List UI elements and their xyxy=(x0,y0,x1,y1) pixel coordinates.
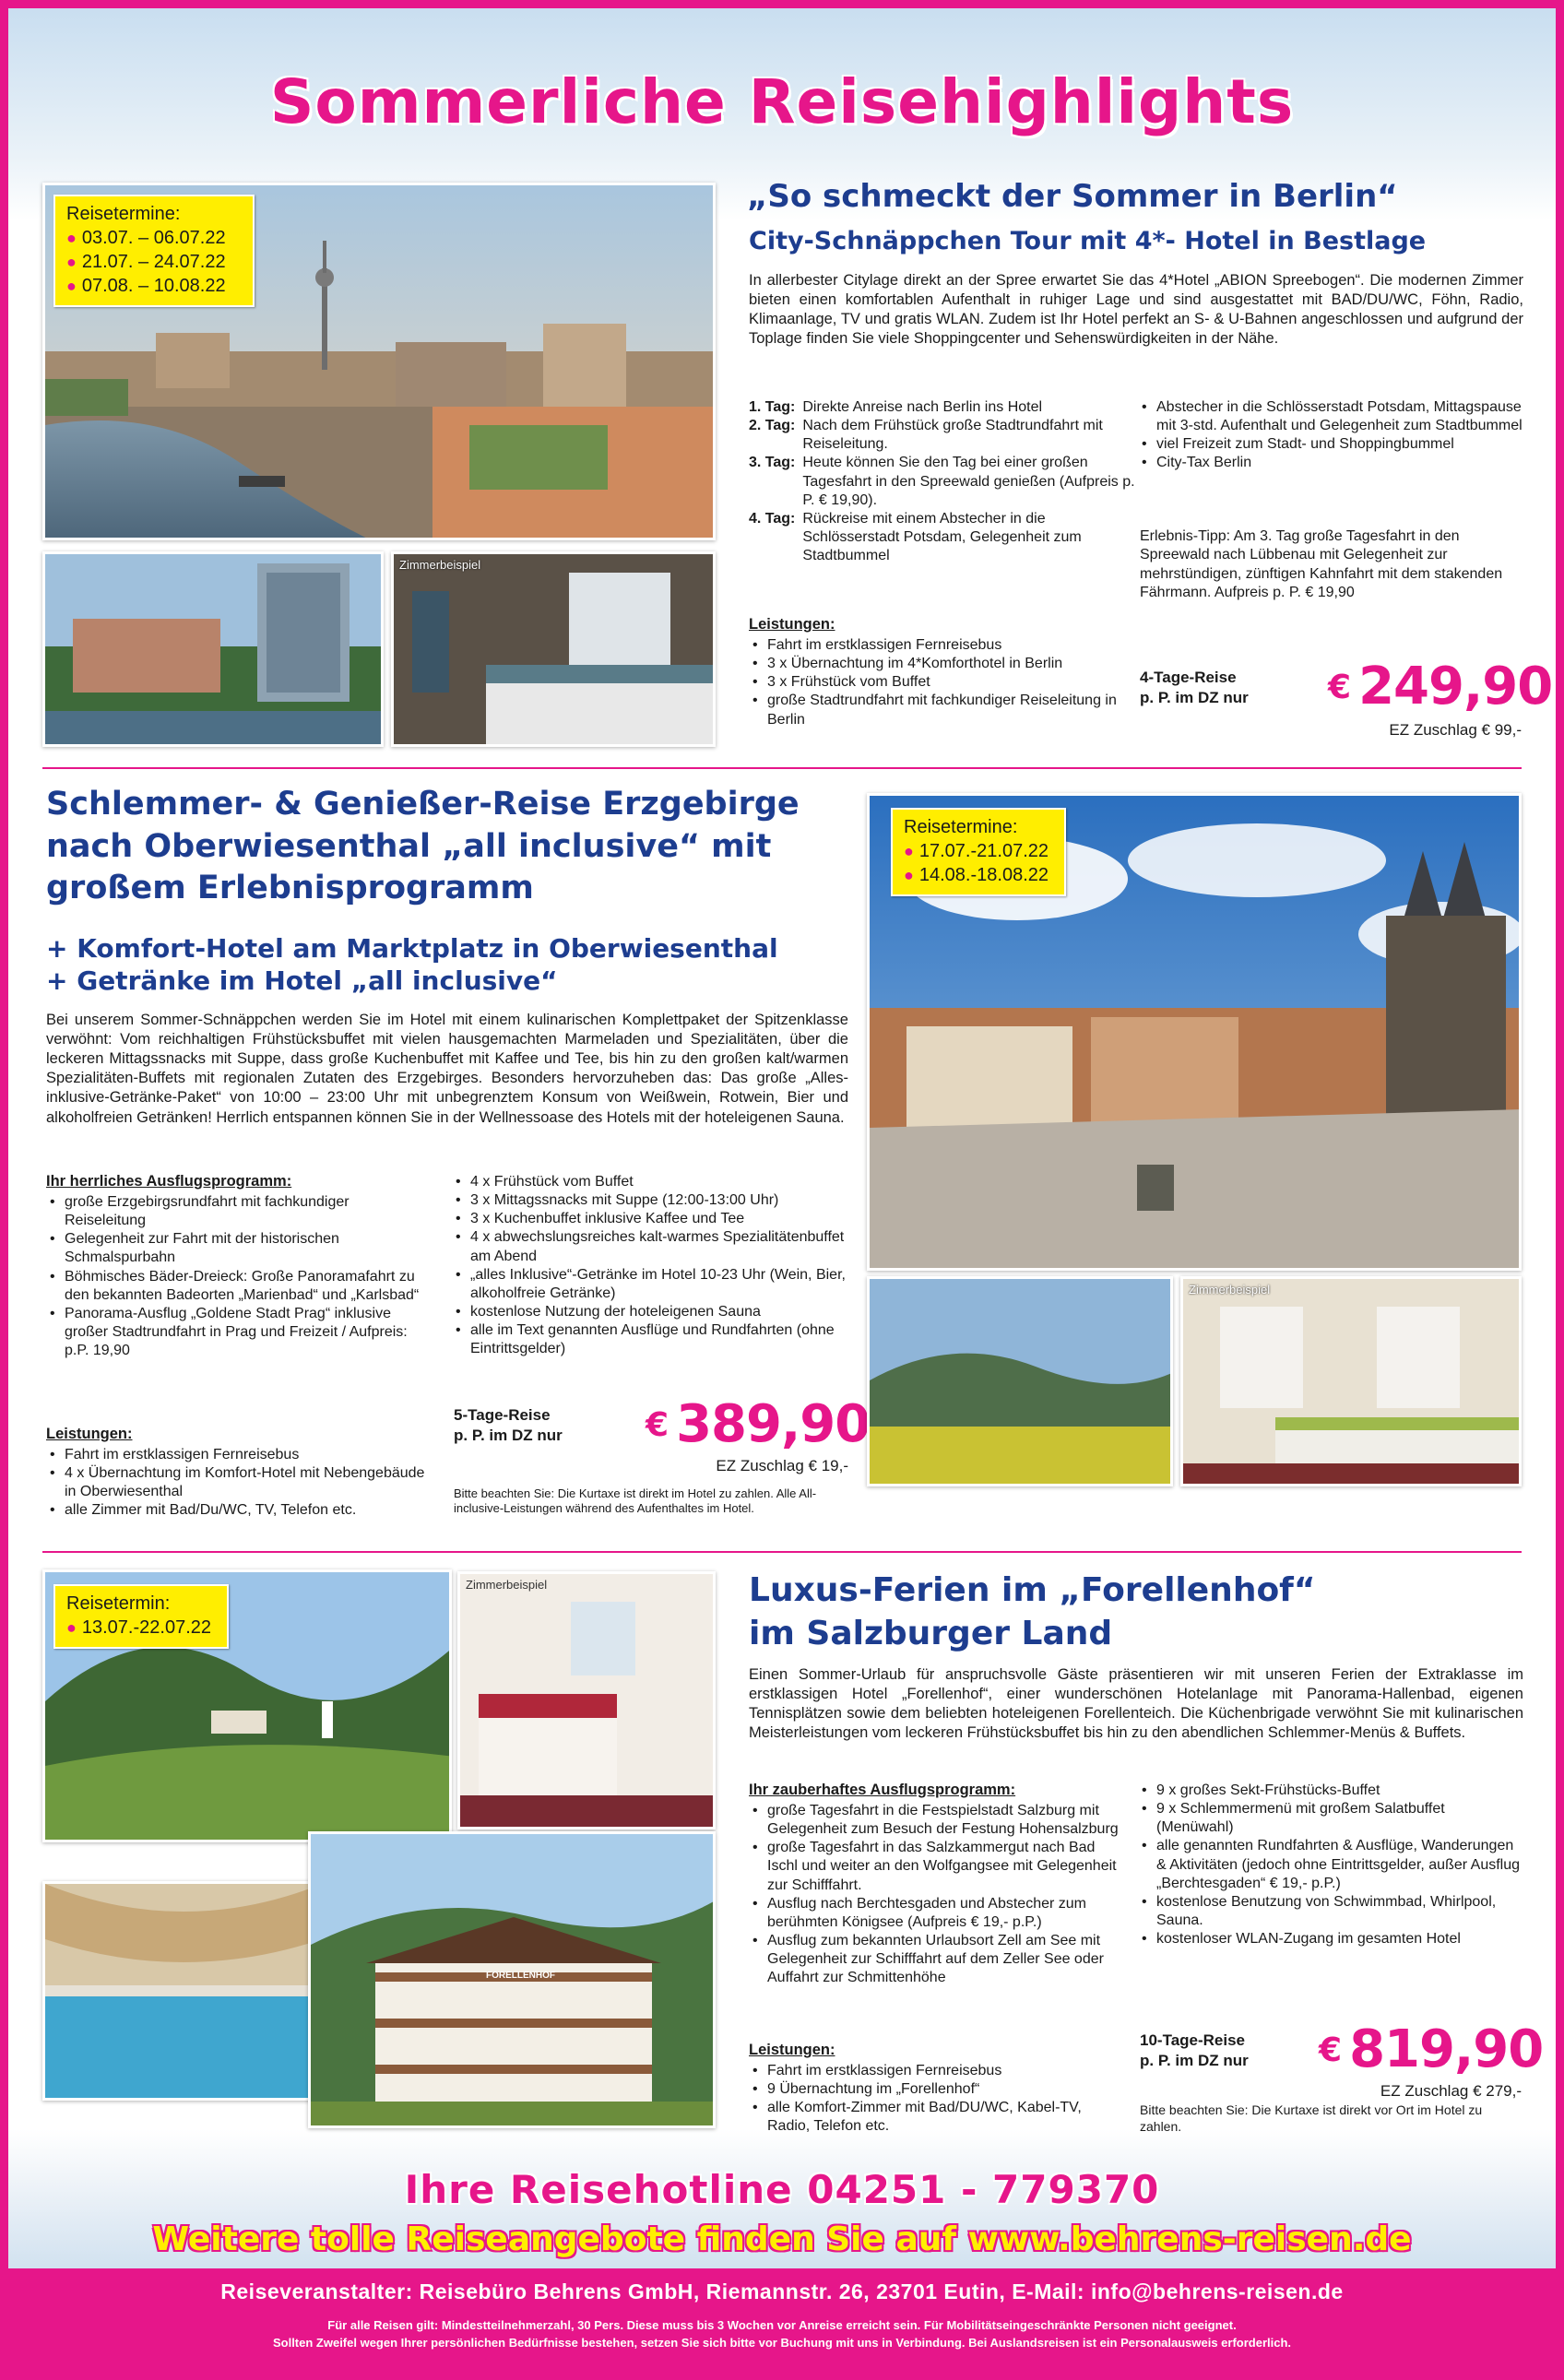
hotel-exterior-image xyxy=(45,554,384,747)
list-item: • 3 x Übernachtung im 4*Komforthotel in Berlin xyxy=(749,655,1136,673)
berlin-room-photo xyxy=(391,551,716,747)
berlin-subtitle: City-Schnäppchen Tour mit 4*- Hotel in Bestlage xyxy=(749,227,1427,255)
bullet-dot-icon: ● xyxy=(66,277,77,295)
footer-bar xyxy=(8,2268,1556,2372)
erz-termine-badge xyxy=(891,808,1066,896)
bullet-dot-icon: ● xyxy=(66,253,77,271)
website-line: Weitere tolle Reiseangebote finden Sie auf www.behrens-reisen.de xyxy=(152,2220,1412,2258)
itinerary-day: 2. Tag: Nach dem Frühstück große Stadtrundfahrt mit Reiseleitung. xyxy=(749,418,1103,453)
erz-price-label: 5-Tage-Reise p. P. im DZ nur xyxy=(454,1406,563,1445)
list-item: • 9 x großes Sekt-Frühstücks-Buffet xyxy=(1138,1782,1525,1800)
berlin-leistungen-title: Leistungen: xyxy=(749,616,835,633)
zimmerbeispiel-caption: Zimmerbeispiel xyxy=(399,558,481,572)
berlin-leistungen-list xyxy=(749,636,1136,729)
list-item: • 4 x Frühstück vom Buffet xyxy=(452,1173,848,1191)
salz-programm-list xyxy=(749,1802,1127,1988)
erz-included-list xyxy=(452,1173,848,1359)
list-item: • große Tagesfahrt in die Festspielstadt Salzburg mit Gelegenheit zum Besuch der Festung Hohensalzburg xyxy=(749,1802,1127,1839)
salz-termine-badge xyxy=(53,1584,229,1649)
termin-item: ● 21.07. – 24.07.22 xyxy=(66,252,226,272)
zimmerbeispiel-caption: Zimmerbeispiel xyxy=(466,1578,548,1592)
list-item: • Gelegenheit zur Fahrt mit der historischen Schmalspurbahn xyxy=(46,1230,433,1267)
list-item: • kostenloser WLAN-Zugang im gesamten Hotel xyxy=(1138,1930,1525,1948)
berlin-included-list xyxy=(1138,398,1525,473)
list-item: • Fahrt im erstklassigen Fernreisebus xyxy=(749,2062,1127,2080)
salz-ez-zuschlag: EZ Zuschlag € 279,- xyxy=(1380,2082,1522,2100)
hotel-building-image xyxy=(311,1834,716,2128)
list-item: • 3 x Frühstück vom Buffet xyxy=(749,673,1136,692)
forellenhof-hotel-photo xyxy=(308,1831,716,2128)
list-item: • „alles Inklusive“-Getränke im Hotel 10-23 Uhr (Wein, Bier, alkoholfreie Getränke) xyxy=(452,1266,848,1303)
erz-subtitle: + Komfort-Hotel am Marktplatz in Oberwiesenthal + Getränke im Hotel „all inclusive“ xyxy=(46,933,778,996)
list-item: • alle Komfort-Zimmer mit Bad/DU/WC, Kabel-TV, Radio, Telefon etc. xyxy=(749,2099,1127,2136)
berlin-price: € 249,90 xyxy=(1328,657,1553,716)
bullet-dot-icon: ● xyxy=(66,1618,77,1637)
list-item: • Abstecher in die Schlösserstadt Potsdam, Mittagspause mit 3-std. Aufenthalt und Gelegenheit zum Stadtbummel xyxy=(1138,398,1525,435)
itinerary-day: 3. Tag: Heute können Sie den Tag bei einer großen Tagesfahrt in den Spreewald genießen (Aufpreis p. P. € 19,90). xyxy=(749,455,1135,508)
erz-title: Schlemmer- & Genießer-Reise Erzgebirge nach Oberwiesenthal „all inclusive“ mit großem Erlebnisprogramm xyxy=(46,786,800,906)
bullet-dot-icon: ● xyxy=(904,866,914,884)
list-item: • City-Tax Berlin xyxy=(1138,454,1525,472)
list-item: • Fahrt im erstklassigen Fernreisebus xyxy=(749,636,1136,655)
list-item: • viel Freizeit zum Stadt- und Shoppingbummel xyxy=(1138,435,1525,454)
itinerary-day: 4. Tag: Rückreise mit einem Abstecher in die Schlösserstadt Potsdam, Gelegenheit zum Stadtbummel xyxy=(749,510,1082,564)
salz-price-label: 10-Tage-Reise p. P. im DZ nur xyxy=(1140,2031,1249,2070)
termine-title: Reisetermine: xyxy=(904,817,1018,837)
room-image xyxy=(1183,1279,1522,1486)
berlin-itinerary xyxy=(749,398,1145,565)
salz-price: € 819,90 xyxy=(1319,2019,1544,2079)
bullet-dot-icon: ● xyxy=(904,842,914,860)
list-item: • 4 x Übernachtung im Komfort-Hotel mit Nebengebäude in Oberwiesenthal xyxy=(46,1464,433,1501)
list-item: • Ausflug zum bekannten Urlaubsort Zell am See mit Gelegenheit zur Schifffahrt auf dem Zeller See oder Auffahrt zur Schmittenhöhe xyxy=(749,1932,1127,1987)
zimmerbeispiel-caption: Zimmerbeispiel xyxy=(1189,1283,1271,1297)
list-item: • große Stadtrundfahrt mit fachkundiger Reiseleitung in Berlin xyxy=(749,692,1136,728)
berlin-title: „So schmeckt der Sommer in Berlin“ xyxy=(747,178,1398,215)
erz-programm-list xyxy=(46,1193,433,1360)
section-divider xyxy=(42,767,1522,769)
salz-leistungen-list xyxy=(749,2062,1127,2137)
room-image xyxy=(460,1574,716,1829)
berlin-price-label: 4-Tage-Reise p. P. im DZ nur xyxy=(1140,669,1249,707)
termin-item: ● 03.07. – 06.07.22 xyxy=(66,228,226,248)
list-item: • alle Zimmer mit Bad/Du/WC, TV, Telefon etc. xyxy=(46,1501,433,1520)
footer-fineprint: Für alle Reisen gilt: Mindestteilnehmerzahl, 30 Pers. Diese muss bis 3 Wochen vor Anreise erreicht sein. Für Mobilitätseingeschränkte Personen nicht geeignet. Sollten Zweifel wegen Ihrer persönlichen Bedürfnisse bestehen, setzen Sie sich bitte vor Buchung mit uns in Verbindung. Bei Auslandsreisen ist ein Personalausweis erforderlich. xyxy=(272,2318,1292,2350)
list-item: • Ausflug nach Berchtesgaden und Abstecher zum berühmten Königsee (Aufpreis € 19,- p.P.) xyxy=(749,1895,1127,1932)
salz-leistungen-title: Leistungen: xyxy=(749,2042,835,2058)
hotel-sign: FORELLENHOF xyxy=(486,1971,555,1981)
list-item: • 3 x Mittagssnacks mit Suppe (12:00-13:00 Uhr) xyxy=(452,1191,848,1210)
salz-pool-photo xyxy=(42,1881,319,2101)
landscape-image xyxy=(870,1279,1173,1486)
list-item: • Panorama-Ausflug „Goldene Stadt Prag“ inklusive großer Stadtrundfahrt in Prag und Freizeit / Aufpreis: p.P. 19,90 xyxy=(46,1305,433,1360)
erz-leistungen-title: Leistungen: xyxy=(46,1426,133,1442)
list-item: • Fahrt im erstklassigen Fernreisebus xyxy=(46,1446,433,1464)
list-item: • alle genannten Rundfahrten & Ausflüge, Wanderungen & Aktivitäten (jedoch ohne Eintrittsgelder, außer Ausflug „Berchtesgaden“ € 19,- p.P.) xyxy=(1138,1837,1525,1892)
list-item: • kostenlose Nutzung der hoteleigenen Sauna xyxy=(452,1303,848,1321)
erz-room-photo xyxy=(1180,1276,1522,1486)
list-item: • kostenlose Benutzung von Schwimmbad, Whirlpool, Sauna. xyxy=(1138,1893,1525,1930)
list-item: • große Erzgebirgsrundfahrt mit fachkundiger Reiseleitung xyxy=(46,1193,433,1230)
list-item: • große Tagesfahrt in das Salzkammergut nach Bad Ischl und weiter an den Wolfgangsee mit Gelegenheit zur Schifffahrt. xyxy=(749,1839,1127,1894)
berlin-hotel-exterior-photo xyxy=(42,551,384,747)
erz-leistungen-list xyxy=(46,1446,433,1521)
pool-image xyxy=(45,1884,319,2101)
euro-icon: € xyxy=(1319,2031,1343,2069)
reisehotline: Ihre Reisehotline 04251 - 779370 xyxy=(404,2167,1160,2212)
itinerary-day: 1. Tag: Direkte Anreise nach Berlin ins Hotel xyxy=(749,399,1043,415)
termin-item: ● 07.08. – 10.08.22 xyxy=(66,276,226,296)
salz-programm-title: Ihr zauberhaftes Ausflugsprogramm: xyxy=(749,1782,1016,1798)
berlin-termine-badge xyxy=(53,195,255,307)
section-divider xyxy=(42,1551,1522,1553)
bullet-dot-icon: ● xyxy=(66,229,77,247)
salz-room-photo xyxy=(457,1571,716,1829)
termin-item: ● 14.08.-18.08.22 xyxy=(904,865,1049,885)
list-item: • alle im Text genannten Ausflüge und Rundfahrten (ohne Eintrittsgelder) xyxy=(452,1321,848,1358)
termin-item: ● 17.07.-21.07.22 xyxy=(904,841,1049,861)
list-item: • 9 x Schlemmermenü mit großem Salatbuffet (Menüwahl) xyxy=(1138,1800,1525,1837)
berlin-ez-zuschlag: EZ Zuschlag € 99,- xyxy=(1389,721,1522,739)
room-image xyxy=(394,554,716,747)
salz-note: Bitte beachten Sie: Die Kurtaxe ist direkt vor Ort im Hotel zu zahlen. xyxy=(1140,2102,1483,2134)
termin-item: ● 13.07.-22.07.22 xyxy=(66,1617,211,1638)
list-item: • 4 x abwechslungsreiches kalt-warmes Spezialitätenbuffet am Abend xyxy=(452,1228,848,1265)
erzgebirge-landscape-photo xyxy=(867,1276,1173,1486)
list-item: • 9 Übernachtung im „Forellenhof“ xyxy=(749,2080,1127,2099)
berlin-tipp: Erlebnis-Tipp: Am 3. Tag große Tagesfahrt in den Spreewald nach Lübbenau mit Gelegenheit zur mehrstündigen, zünftigen Kahnfahrt mit dem stakenden Fährmann. Aufpreis p. P. € 19,90 xyxy=(1140,528,1503,601)
euro-icon: € xyxy=(1328,669,1352,706)
page-headline: Sommerliche Reisehighlights xyxy=(269,66,1295,137)
termine-title: Reisetermine: xyxy=(66,204,181,224)
salz-included-list xyxy=(1138,1782,1525,1948)
erz-price: € 389,90 xyxy=(646,1394,871,1454)
euro-icon: € xyxy=(646,1406,669,1444)
termine-title: Reisetermin: xyxy=(66,1593,171,1614)
erz-note: Bitte beachten Sie: Die Kurtaxe ist direkt im Hotel zu zahlen. Alle All-inclusive-Leistungen während des Aufenthaltes im Hotel. xyxy=(454,1486,817,1516)
erz-programm-title: Ihr herrliches Ausflugsprogramm: xyxy=(46,1173,292,1190)
erz-ez-zuschlag: EZ Zuschlag € 19,- xyxy=(716,1457,848,1474)
list-item: • Böhmisches Bäder-Dreieck: Große Panoramafahrt zu den bekannten Badeorten „Marienbad“ und „Karlsbad“ xyxy=(46,1268,433,1305)
salz-title: Luxus-Ferien im „Forellenhof“ im Salzburger Land xyxy=(749,1571,1316,1652)
berlin-intro: In allerbester Citylage direkt an der Spree erwartet Sie das 4*Hotel „ABION Spreebogen“. Die modernen Zimmer bieten einen komfortablen Aufenthalt in ruhiger Lage und sind ausgestattet mit BAD/DU/WC, Föhn, Radio, Klimaanlage, TV und gratis WLAN. Zudem ist Ihr Hotel perfekt an S- & U-Bahnen angeschlossen und aufgrund der Toplage finden Sie viele Shoppingcenter und Sehenswürdigkeiten in der Nähe. xyxy=(749,272,1523,348)
list-item: • 3 x Kuchenbuffet inklusive Kaffee und Tee xyxy=(452,1210,848,1228)
erz-intro: Bei unserem Sommer-Schnäppchen werden Sie im Hotel mit einem kulinarischen Komplettpaket der Spitzenklasse verwöhnt: Vom reichhaltigen Frühstücksbuffet mit vielen hausgemachten Marmeladen und Spezialitäten, über die leckeren Mittagssnacks mit Suppe, dass große Kuchenbuffet mit Kaffee und Tee, bis hin zu den großen kalt/warmen Spezialitäten-Buffets mit regionalen Zutaten des Erzgebirges. Besonders hervorzuheben das: Das große „Alles-inklusive-Getränke-Paket“ von 10:00 – 23:00 Uhr mit unbegrenztem Konsum von Weißwein, Rotwein, Bier und alkoholfreien Getränken! Herrlich entspannen können Sie in der Wellnessoase des Hotels mit der hoteleigenen Sauna. xyxy=(46,1012,848,1126)
salz-intro: Einen Sommer-Urlaub für anspruchsvolle Gäste präsentieren wir mit unseren Ferien der Extraklasse im erstklassigen Hotel „Forellenhof“, einer wunderschönen Hotelanlage mit Panorama-Hallenbad, eigenen Tennisplätzen sowie dem beliebten hoteleigenen Forellenteich. Die Küchenbrigade verwöhnt Sie mit kulinarischen Meisterleistungen vom leckeren Frühstücksbuffet bis hin zu den abendlichen Schlemmer-Menüs & Buffets. xyxy=(749,1666,1523,1742)
veranstalter-info: Reiseveranstalter: Reisebüro Behrens GmbH, Riemannstr. 26, 23701 Eutin, E-Mail: info@behrens-reisen.de xyxy=(220,2279,1344,2303)
